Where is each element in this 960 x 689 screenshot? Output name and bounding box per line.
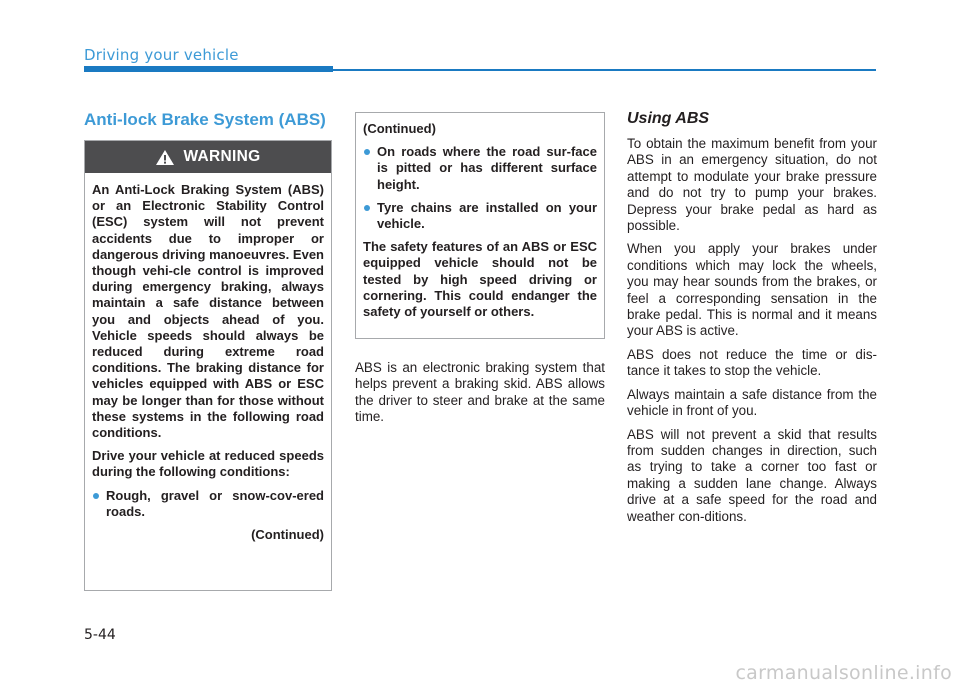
warning-bullet: On roads where the road sur-face is pitted or has different surface height.	[363, 144, 597, 193]
warning-bullet: Rough, gravel or snow-cov-ered roads.	[92, 488, 324, 520]
header-rule-thick	[84, 66, 333, 72]
warning-header	[85, 141, 331, 173]
body-paragraph: To obtain the maximum benefit from your ABS in an emergency situation, do not attempt to modulate your brake pressure and do not try to pump your brakes. Depress your brake pedal as hard as possible.	[627, 136, 877, 234]
continued-label: (Continued)	[363, 121, 436, 136]
warning-triangle-icon	[155, 149, 175, 166]
continued-label: (Continued)	[251, 527, 324, 543]
body-paragraph: ABS is an electronic braking system that helps prevent a braking skid. ABS allows the driver to steer and brake at the same time.	[355, 360, 605, 425]
warning-paragraph: An Anti-Lock Braking System (ABS) or an Electronic Stability Control (ESC) system will not prevent accidents due to improper or dangerous driving manoeuvres. Even though vehi-cle control is improved during emergency braking, always maintain a safe distance between you and objects ahead of you. Vehicle speeds should always be reduced during extreme road conditions. The braking distance for vehicles equipped with ABS or ESC may be longer than for those without these systems in the following road conditions.	[92, 182, 324, 441]
using-abs-section	[627, 110, 877, 532]
warning-paragraph: Drive your vehicle at reduced speeds during the following conditions:	[92, 448, 324, 480]
body-paragraph: ABS does not reduce the time or dis-tance it takes to stop the vehicle.	[627, 346, 877, 379]
header-rule-thin	[333, 69, 876, 71]
body-paragraph: When you apply your brakes under conditions which may lock the wheels, you may hear sounds from the brakes, or feel a corresponding sensation in the brake pedal. This is normal and it means your ABS is active.	[627, 241, 877, 339]
section-header: Driving your vehicle	[84, 46, 239, 64]
abs-description	[355, 360, 605, 433]
page-number: 5-44	[84, 627, 116, 643]
warning-paragraph: The safety features of an ABS or ESC equipped vehicle should not be tested by high speed driving or cornering. This could endanger the safety of yourself or others.	[363, 239, 597, 320]
warning-label: WARNING	[183, 148, 261, 165]
abs-section-title: Anti-lock Brake System (ABS)	[84, 110, 326, 129]
using-abs-title: Using ABS	[627, 110, 710, 127]
warning-continued-box	[355, 112, 605, 339]
body-paragraph: Always maintain a safe distance from the vehicle in front of you.	[627, 386, 877, 419]
watermark-link[interactable]: carmanualsonline.info	[735, 662, 952, 684]
warning-body	[85, 173, 331, 542]
warning-bullet: Tyre chains are installed on your vehicle.	[363, 200, 597, 232]
body-paragraph: ABS will not prevent a skid that results from sudden changes in direction, such as trying to take a corner too fast or making a sudden lane change. Always drive at a safe speed for the road and weather con-ditions.	[627, 426, 877, 524]
warning-box	[84, 140, 332, 591]
